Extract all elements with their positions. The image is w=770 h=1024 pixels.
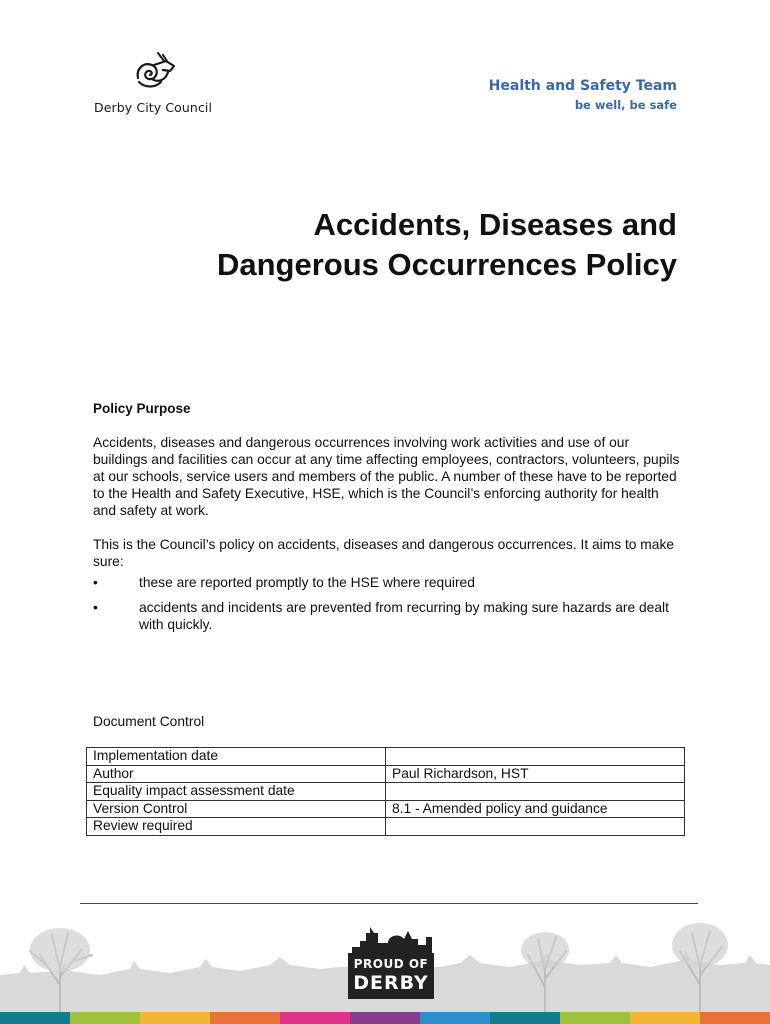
document-title xyxy=(77,205,677,285)
council-name: Derby City Council xyxy=(94,100,213,115)
stripe-segment xyxy=(140,1012,210,1024)
stripe-segment xyxy=(490,1012,560,1024)
bullet-list xyxy=(93,574,685,633)
list-item: • accidents and incidents are prevented from recurring by making sure hazards are dealt with quickly. xyxy=(93,599,685,633)
stripe-segment xyxy=(560,1012,630,1024)
stripe-segment xyxy=(280,1012,350,1024)
badge-text-bottom: DERBY xyxy=(353,972,429,994)
table-row xyxy=(87,748,685,766)
table-row xyxy=(87,818,685,836)
skyline-icon xyxy=(348,925,434,955)
stripe-segment xyxy=(350,1012,420,1024)
derby-ram-icon xyxy=(130,52,180,98)
table-cell-value: 8.1 - Amended policy and guidance xyxy=(386,800,685,818)
table-cell-value: Paul Richardson, HST xyxy=(386,765,685,783)
table-row xyxy=(87,783,685,801)
table-cell-field: Author xyxy=(87,765,386,783)
document-control-table xyxy=(86,747,685,836)
table-cell-value xyxy=(386,783,685,801)
footer-divider xyxy=(80,903,698,904)
badge-text-top: PROUD OF xyxy=(353,957,429,971)
table-row xyxy=(87,765,685,783)
table-cell-value xyxy=(386,818,685,836)
stripe-segment xyxy=(630,1012,700,1024)
section-heading: Policy Purpose xyxy=(93,401,191,416)
table-cell-field: Review required xyxy=(87,818,386,836)
paragraph: Accidents, diseases and dangerous occurrences involving work activities and use of our buildings and facilities can occur at any time affecting employees, contractors, volunteers, pupils at our schools, service users and members of the public. A number of these have to be reported to the Health and Safety Executive, HSE, which is the Council’s enforcing authority for health and safety at work. xyxy=(93,435,680,518)
policy-purpose-section xyxy=(93,400,685,641)
paragraph: This is the Council’s policy on accidents, diseases and dangerous occurrences. It aims to make sure: xyxy=(93,537,675,569)
proud-of-derby-badge xyxy=(348,925,434,999)
stripe-segment xyxy=(0,1012,70,1024)
stripe-segment xyxy=(70,1012,140,1024)
team-name: Health and Safety Team xyxy=(488,78,677,94)
color-stripe xyxy=(0,1012,770,1024)
stripe-segment xyxy=(700,1012,770,1024)
table-cell-value xyxy=(386,748,685,766)
team-tagline: be well, be safe xyxy=(574,98,677,112)
team-header xyxy=(489,78,677,112)
table-cell-field: Version Control xyxy=(87,800,386,818)
council-logo xyxy=(94,52,224,122)
title-line-2: Dangerous Occurrences Policy xyxy=(216,247,677,282)
list-item: • these are reported promptly to the HSE where required xyxy=(93,574,685,591)
stripe-segment xyxy=(210,1012,280,1024)
title-line-1: Accidents, Diseases and xyxy=(313,207,677,242)
table-cell-field: Implementation date xyxy=(87,748,386,766)
stripe-segment xyxy=(420,1012,490,1024)
document-control-label: Document Control xyxy=(93,714,205,729)
table-cell-field: Equality impact assessment date xyxy=(87,783,386,801)
table-row xyxy=(87,800,685,818)
